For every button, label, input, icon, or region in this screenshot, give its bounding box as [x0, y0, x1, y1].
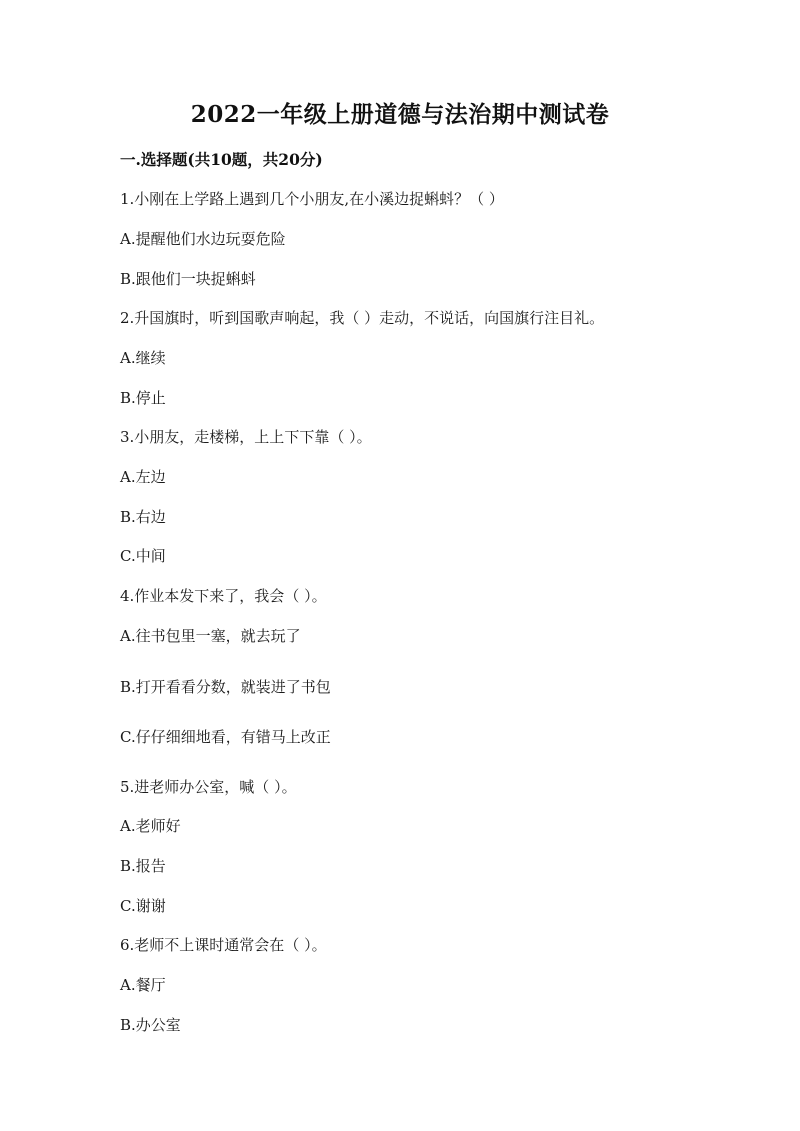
question-3: 3.小朋友，走楼梯，上上下下靠（ ）。 — [120, 428, 372, 446]
question-4-option-a: A.往书包里一塞，就去玩了 — [120, 627, 301, 645]
question-3-option-c: C.中间 — [120, 547, 166, 565]
question-6: 6.老师不上课时通常会在（ ）。 — [120, 936, 327, 954]
question-2-option-b: B.停止 — [120, 389, 166, 407]
question-5-option-c: C.谢谢 — [120, 897, 166, 915]
exam-title: 2022一年级上册道德与法治期中测试卷 — [190, 101, 610, 128]
question-5-option-a: A.老师好 — [120, 817, 181, 835]
question-2: 2.升国旗时，听到国歌声响起，我（ ）走动，不说话，向国旗行注目礼。 — [120, 309, 605, 327]
question-4: 4.作业本发下来了，我会（ ）。 — [120, 587, 327, 605]
question-4-option-b: B.打开看看分数，就装进了书包 — [120, 678, 331, 696]
question-3-option-a: A.左边 — [120, 468, 166, 486]
question-5-option-b: B.报告 — [120, 857, 166, 875]
question-3-option-b: B.右边 — [120, 508, 166, 526]
section-heading: 一.选择题(共10题，共20分) — [120, 150, 323, 169]
question-1: 1.小刚在上学路上遇到几个小朋友,在小溪边捉蝌蚪？（ ） — [120, 190, 504, 208]
question-6-option-a: A.餐厅 — [120, 976, 166, 994]
question-6-option-b: B.办公室 — [120, 1016, 181, 1034]
question-4-option-c: C.仔仔细细地看，有错马上改正 — [120, 728, 331, 746]
question-2-option-a: A.继续 — [120, 349, 166, 367]
question-5: 5.进老师办公室，喊（ ）。 — [120, 778, 297, 796]
question-1-option-b: B.跟他们一块捉蝌蚪 — [120, 270, 256, 288]
question-1-option-a: A.提醒他们水边玩耍危险 — [120, 230, 286, 248]
